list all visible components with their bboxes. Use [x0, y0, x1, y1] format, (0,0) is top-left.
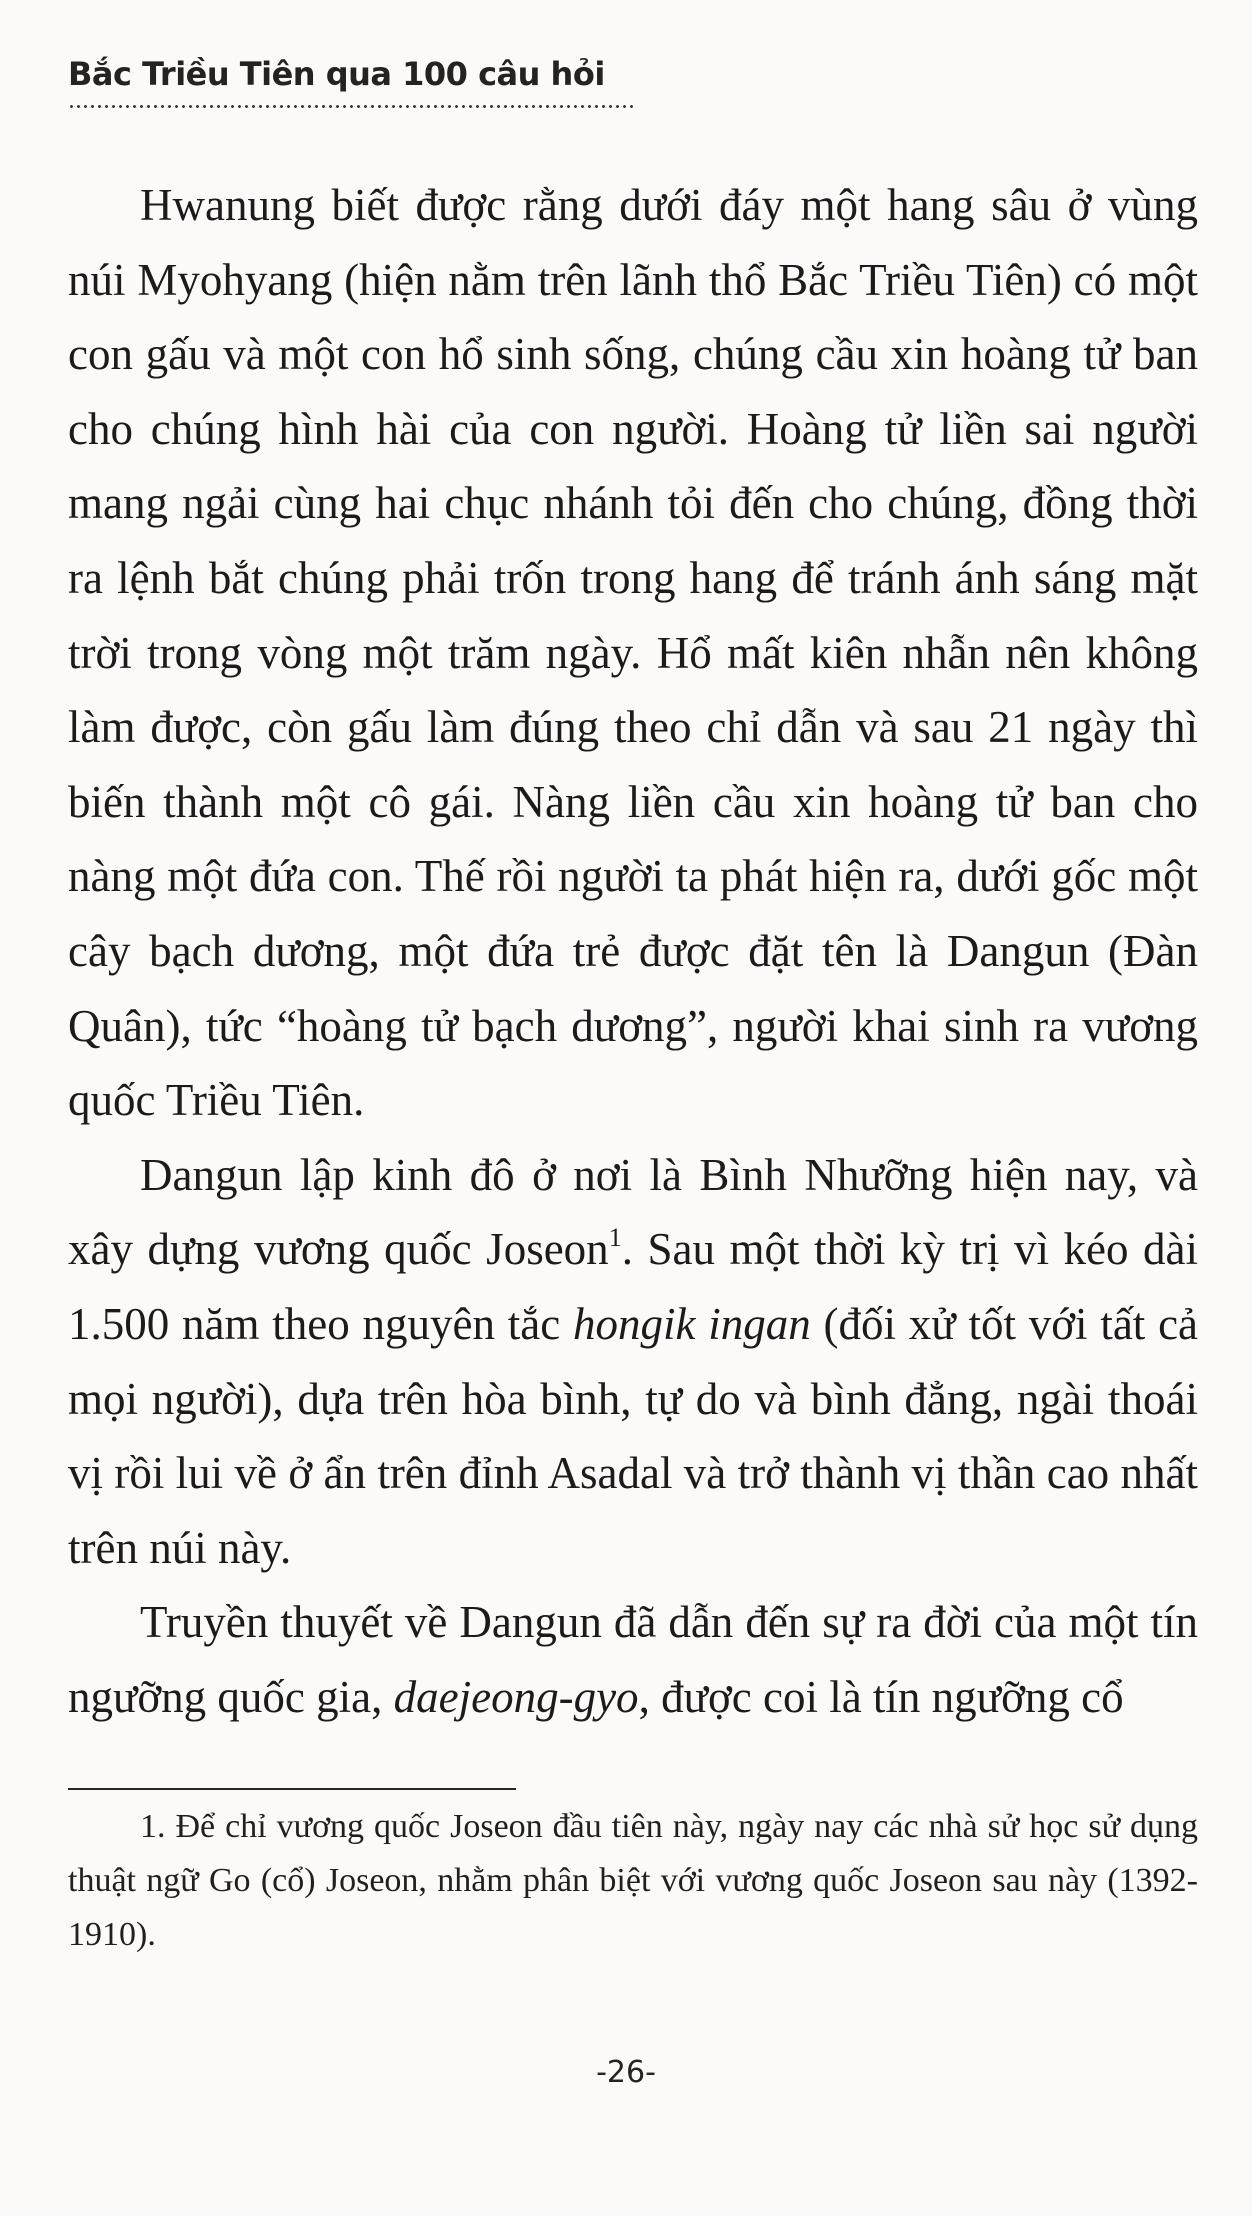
header-dotted-rule: [68, 104, 634, 109]
page-number: -26-: [596, 2055, 656, 2090]
footnote-divider: [68, 1788, 516, 1790]
footnote-reference: 1: [608, 1223, 622, 1253]
term-hongik-ingan: hongik ingan: [573, 1298, 811, 1349]
running-header: Bắc Triều Tiên qua 100 câu hỏi: [68, 55, 605, 93]
paragraph-2-part-a: Dangun lập kinh đô ở nơi là Bình Nhưỡng hiện nay, và xây dựng vương quốc Joseon: [68, 1149, 1198, 1275]
footnote: [68, 1800, 1198, 1962]
paragraph-1: Hwanung biết được rằng dưới đáy một hang sâu ở vùng núi Myohyang (hiện nằm trên lãnh thổ Bắc Triều Tiên) có một con gấu và một con hổ sinh sống, chúng cầu xin hoàng tử ban cho chúng hình hài của con người. Hoàng tử liền sai người mang ngải cùng hai chục nhánh tỏi đến cho chúng, đồng thời ra lệnh bắt chúng phải trốn trong hang để tránh ánh sáng mặt trời trong vòng một trăm ngày. Hổ mất kiên nhẫn nên không làm được, còn gấu làm đúng theo chỉ dẫn và sau 21 ngày thì biến thành một cô gái. Nàng liền cầu xin hoàng tử ban cho nàng một đứa con. Thế rồi người ta phát hiện ra, dưới gốc một cây bạch dương, một đứa trẻ được đặt tên là Dangun (Đàn Quân), tức “hoàng tử bạch dương”, người khai sinh ra vương quốc Triều Tiên.: [68, 180, 1198, 1126]
main-text: [68, 168, 1198, 1734]
paragraph-2: [68, 1138, 1198, 1586]
paragraph-2-part-c: (đối xử tốt với tất cả mọi người), dựa trên hòa bình, tự do và bình đẳng, ngài thoái vị rồi lui về ở ẩn trên đỉnh Asadal và trở thành vị thần cao nhất trên núi này.: [68, 1298, 1199, 1573]
paragraph-2-part-b: . Sau một thời kỳ trị vì kéo dài 1.500 năm theo nguyên tắc: [68, 1224, 1198, 1349]
paragraph-3-part-a: Truyền thuyết về Dangun đã dẫn đến sự ra đời của một tín ngưỡng quốc gia,: [68, 1597, 1198, 1722]
footnote-1: 1. Để chỉ vương quốc Joseon đầu tiên này, ngày nay các nhà sử học sử dụng thuật ngữ Go (cổ) Joseon, nhằm phân biệt với vương quốc Joseon sau này (1392-1910).: [68, 1808, 1198, 1953]
term-daejeong-gyo: daejeong-gyo: [393, 1671, 639, 1722]
paragraph-3-part-b: , được coi là tín ngưỡng cổ: [638, 1671, 1124, 1722]
paragraph-3: [68, 1585, 1198, 1734]
